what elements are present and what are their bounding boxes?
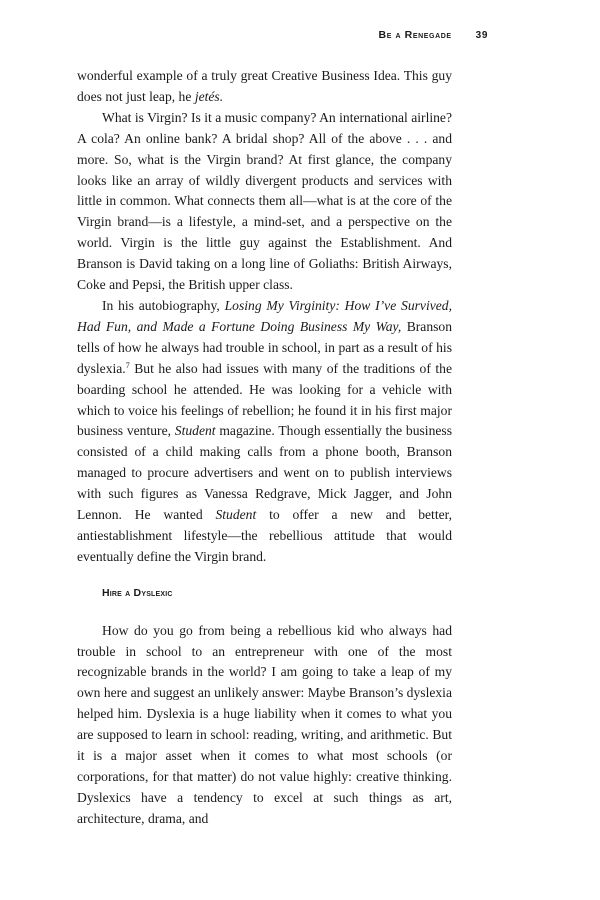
magazine-title-2: Student xyxy=(215,507,257,523)
footnote-ref: 7 xyxy=(125,360,130,370)
book-title: Losing My Virginity: How I’ve Survived, Had Fun, and Made a Fortune Doing Business My Way, xyxy=(77,297,452,334)
paragraph-4: How do you go from being a rebellious kid who always had trouble in school to an entrepreneur with one of the most recognizable brands in the world? I am going to take a leap of my own here and suggest an unlikely answer: Maybe Branson’s dyslexia helped him. Dyslexia is a huge liability when it comes to what you are supposed to learn in school: reading, writing, and arithmetic. But it is a major asset when it comes to what most schools (or corporations, for that matter) do not value highly: creative thinking. Dyslexics have a tendency to excel at such things as art, architecture, drama, and xyxy=(77,622,452,826)
running-title: Be a Renegade xyxy=(378,29,452,41)
magazine-title: Student xyxy=(174,423,216,439)
paragraph-1-text: wonderful example of a truly great Creative Business Idea. This guy does not just leap, he xyxy=(77,68,452,104)
paragraph-1 xyxy=(77,66,452,108)
paragraph-3-part-b: Branson tells of how he always had trouble in school, in part as a result of his dyslexia. xyxy=(77,318,453,376)
paragraph-3-part-a: In his autobiography, xyxy=(102,297,220,313)
paragraph-3-part-d: magazine. Though essentially the business consisted of a child making calls from a phone booth, Branson managed to procure advertisers and went on to publish interviews with such figures as Vanessa Redgrave, Mick Jagger, and John Lennon. He wanted xyxy=(77,423,452,523)
paragraph-2: What is Virgin? Is it a music company? An international airline? A cola? An online bank? A bridal shop? All of the above . . . and more. So, what is the Virgin brand? At first glance, the company looks like an array of wildly divergent products and services with little in common. What connects them all—what is at the core of the Virgin brand—is a lifestyle, a mind-set, and a perspective on the world. Virgin is the little guy against the Establishment. And Branson is David taking on a long line of Goliaths: British Airways, Coke and Pepsi, the British upper class. xyxy=(77,109,452,293)
page-number: 39 xyxy=(475,30,488,41)
paragraph-3-part-c: But he also had issues with many of the traditions of the boarding school he attended. He was looking for a vehicle with which to voice his feelings of rebellion; he found it in his first major business venture, xyxy=(77,360,453,439)
section-subheading: Hire a Dyslexic xyxy=(102,586,173,599)
paragraph-3-part-e: to offer a new and better, antiestablishment lifestyle—the rebellious attitude that would eventually define the Virgin brand. xyxy=(77,507,453,564)
italic-jetes: jetés. xyxy=(194,88,224,104)
page-header xyxy=(80,29,488,43)
paragraph-3 xyxy=(77,296,452,568)
body-text xyxy=(77,66,452,830)
